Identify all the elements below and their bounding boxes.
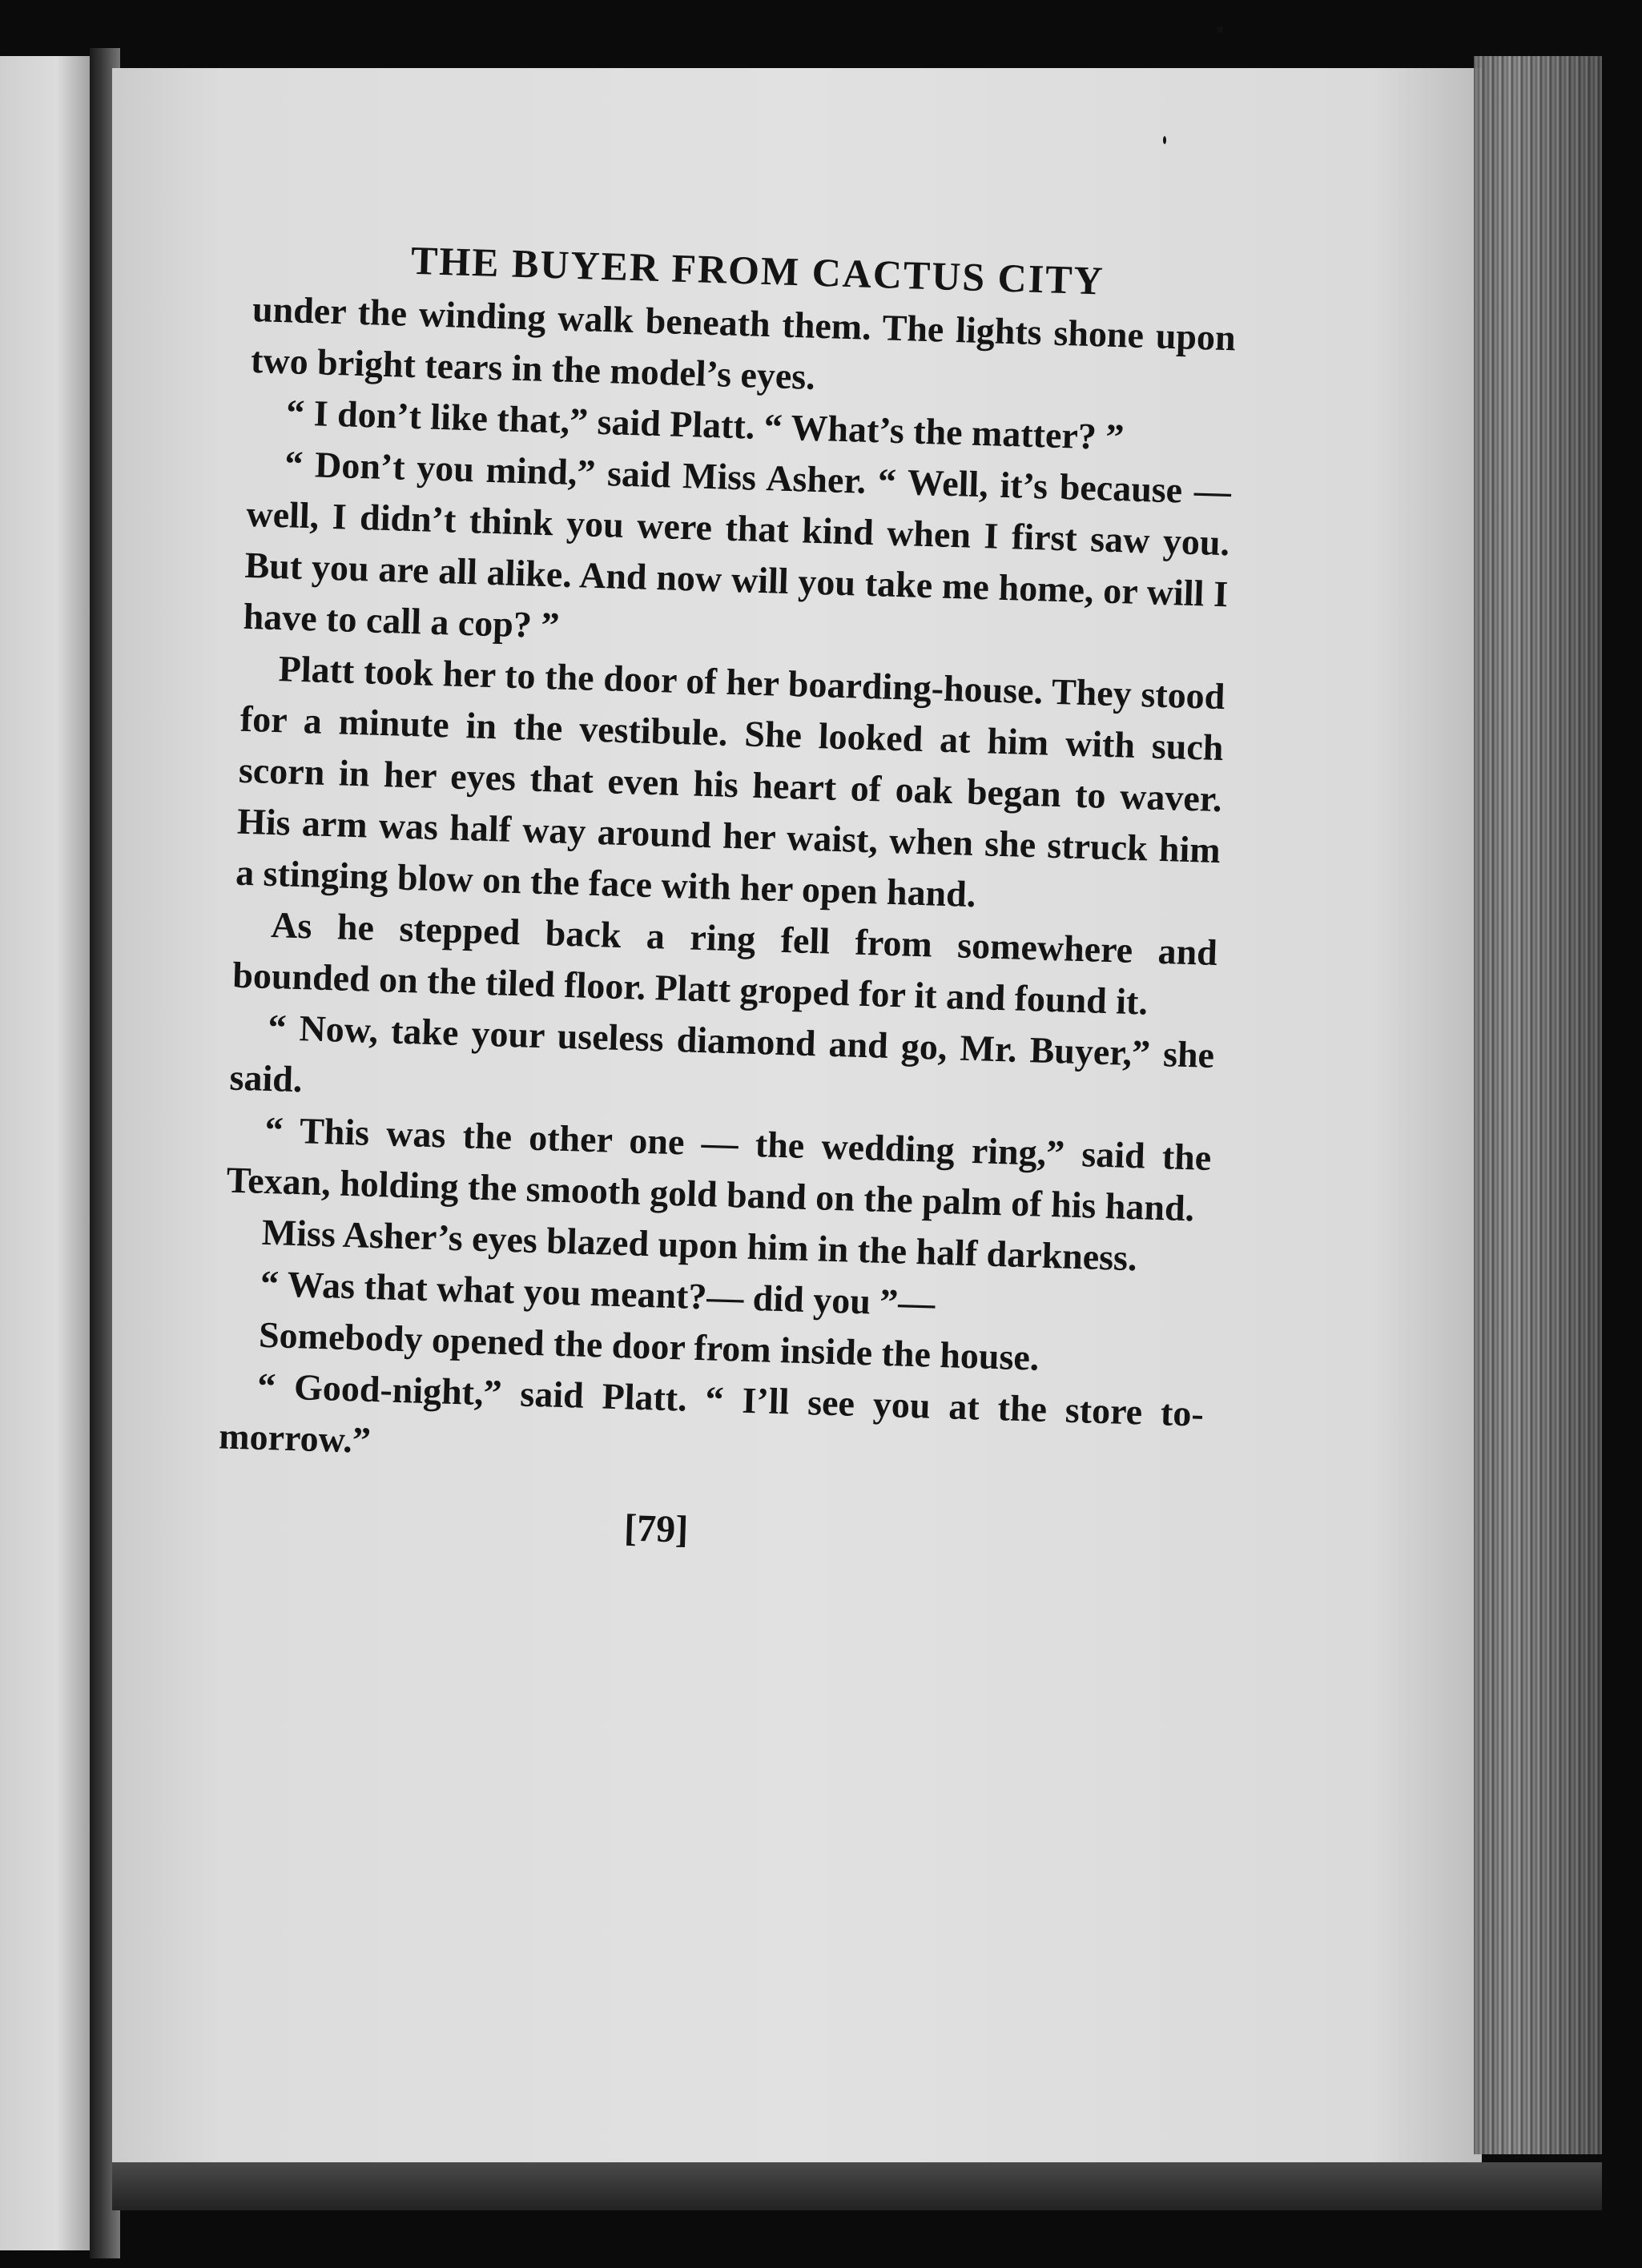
paragraph: “ Good-night,” said Platt. “ I’ll see you at the store to-morrow.” [218, 1365, 1205, 1461]
scan-speck [1163, 136, 1166, 144]
left-facing-page [0, 56, 95, 2250]
paragraph: “ Was that what you meant?— did you ”— [260, 1262, 936, 1324]
paragraph: Platt took her to the door of her boarding-house. They stood for a minute in the vestibule. She looked at him with such scorn in her eyes that even his heart of oak began to waver. His arm was half way around her waist, when she struck him a stinging blow on the face with her open hand. [235, 648, 1226, 915]
paragraph: Miss Asher’s eyes blazed upon him in the half darkness. [261, 1211, 1138, 1279]
scan-speck [1217, 26, 1223, 33]
paragraph: As he stepped back a ring fell from somewhere and bounded on the tiled floor. Platt groped for it and found it. [231, 903, 1218, 1023]
page-number: [79] [623, 1506, 689, 1551]
paragraph: Somebody opened the door from inside the house. [258, 1313, 1040, 1378]
paragraph: “ This was the other one — the wedding ring,” said the Texan, holding the smooth gold band on the palm of his hand. [226, 1108, 1213, 1229]
paragraph: under the winding walk beneath them. The lights shone upon two bright tears in the model’s eyes. [250, 288, 1237, 397]
running-head: THE BUYER FROM CACTUS CITY [410, 237, 1105, 304]
page-bottom-edge [112, 2162, 1602, 2210]
paragraph: “ I don’t like that,” said Platt. “ What’s the matter? ” [285, 392, 1125, 458]
page-text-block [216, 232, 1238, 1567]
page-edges-shade [1474, 56, 1602, 2154]
paragraph: “ Don’t you mind,” said Miss Asher. “ Well, it’s because — well, I didn’t think you were that kind when I first saw you. But you are all alike. And now will you take me home, or will I have to call a cop? ” [243, 443, 1232, 646]
paragraph: “ Now, take your useless diamond and go, Mr. Buyer,” she said. [228, 1006, 1215, 1100]
